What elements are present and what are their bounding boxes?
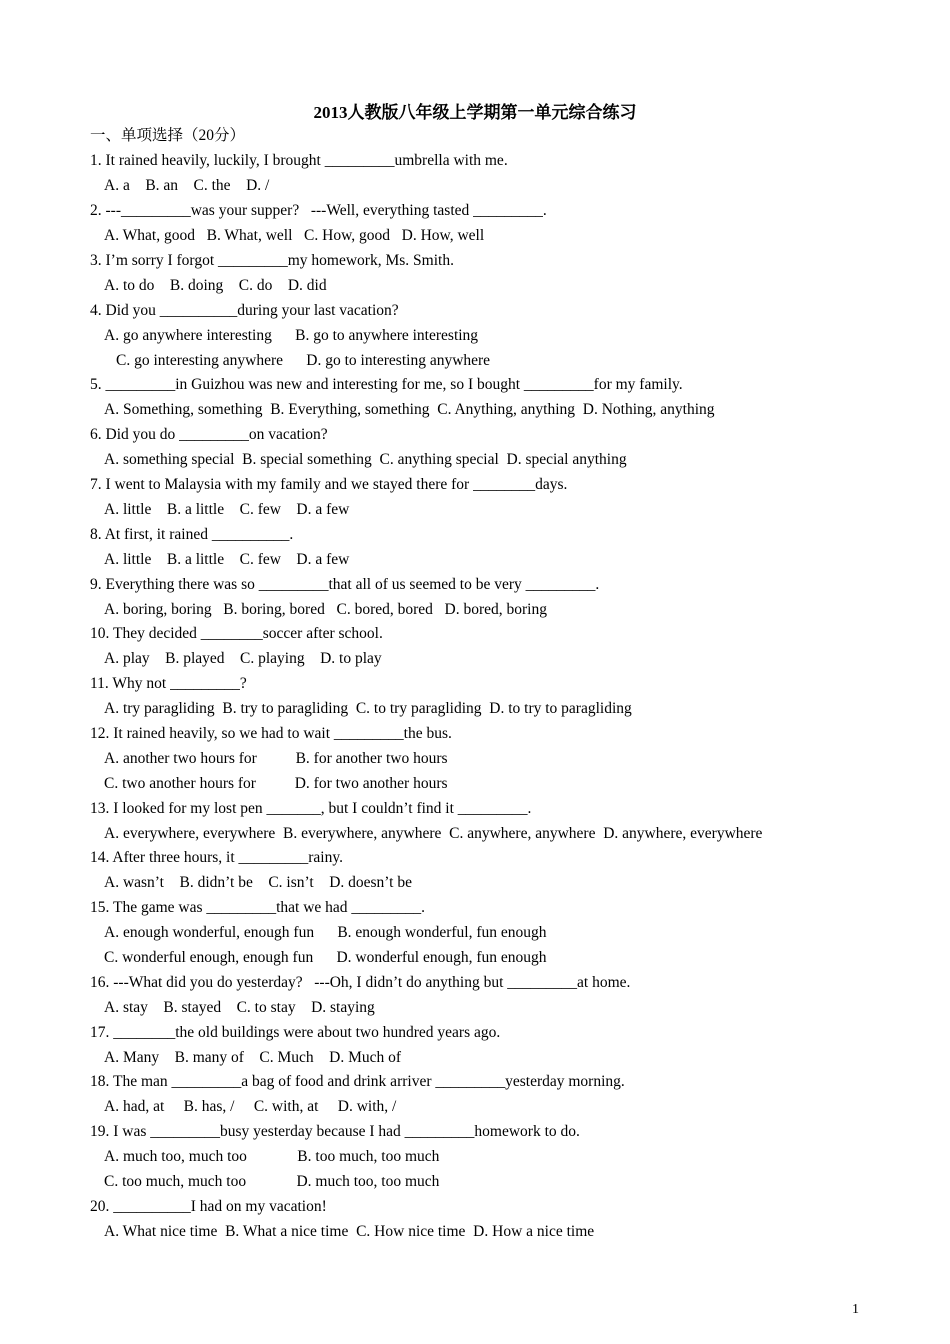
- question-text: 3. I’m sorry I forgot _________my homework, Ms. Smith.: [90, 252, 454, 269]
- question-text: 20. __________I had on my vacation!: [90, 1198, 327, 1215]
- answer-options: A. Many B. many of C. Much D. Much of: [104, 1049, 402, 1066]
- answer-options: A. What, good B. What, well C. How, good D. How, well: [104, 227, 485, 244]
- answer-options: A. try paragliding B. try to paragliding C. to try paragliding D. to try to paragliding: [104, 700, 632, 717]
- answer-options: C. go interesting anywhere D. go to interesting anywhere: [116, 352, 491, 369]
- document-title: 2013人教版八年级上学期第一单元综合练习: [313, 103, 637, 122]
- question-text: 2. ---_________was your supper? ---Well, everything tasted _________.: [90, 202, 547, 219]
- answer-options: A. had, at B. has, / C. with, at D. with, /: [104, 1098, 397, 1115]
- question-text: 10. They decided ________soccer after school.: [90, 625, 383, 642]
- answer-options: A. everywhere, everywhere B. everywhere, anywhere C. anywhere, anywhere D. anywhere, everywhere: [104, 825, 763, 842]
- question-text: 12. It rained heavily, so we had to wait _________the bus.: [90, 725, 452, 742]
- answer-options: A. wasn’t B. didn’t be C. isn’t D. doesn’t be: [104, 874, 412, 891]
- answer-options: C. too much, much too D. much too, too much: [104, 1173, 440, 1190]
- answer-options: C. wonderful enough, enough fun D. wonderful enough, fun enough: [104, 949, 547, 966]
- question-text: 8. At first, it rained __________.: [90, 526, 294, 543]
- question-text: 1. It rained heavily, luckily, I brought _________umbrella with me.: [90, 152, 508, 169]
- question-text: 16. ---What did you do yesterday? ---Oh, I didn’t do anything but _________at home.: [90, 974, 631, 991]
- answer-options: A. little B. a little C. few D. a few: [104, 501, 350, 518]
- question-text: 7. I went to Malaysia with my family and we stayed there for ________days.: [90, 476, 568, 493]
- answer-options: A. play B. played C. playing D. to play: [104, 650, 382, 667]
- question-text: 13. I looked for my lost pen _______, but I couldn’t find it _________.: [90, 800, 532, 817]
- question-text: 14. After three hours, it _________rainy.: [90, 849, 343, 866]
- answer-options: C. two another hours for D. for two another hours: [104, 775, 448, 792]
- answer-options: A. much too, much too B. too much, too much: [104, 1148, 440, 1165]
- question-text: 9. Everything there was so _________that all of us seemed to be very _________.: [90, 576, 600, 593]
- answer-options: A. boring, boring B. boring, bored C. bored, bored D. bored, boring: [104, 601, 547, 618]
- answer-options: A. go anywhere interesting B. go to anywhere interesting: [104, 327, 479, 344]
- question-text: 18. The man _________a bag of food and drink arriver _________yesterday morning.: [90, 1073, 625, 1090]
- answer-options: A. another two hours for B. for another two hours: [104, 750, 448, 767]
- page-number: 1: [852, 1302, 859, 1317]
- question-text: 15. The game was _________that we had _________.: [90, 899, 426, 916]
- answer-options: A. something special B. special something C. anything special D. special anything: [104, 451, 627, 468]
- question-text: 4. Did you __________during your last vacation?: [90, 302, 399, 319]
- answer-options: A. enough wonderful, enough fun B. enough wonderful, fun enough: [104, 924, 547, 941]
- answer-options: A. to do B. doing C. do D. did: [104, 277, 327, 294]
- question-text: 17. ________the old buildings were about two hundred years ago.: [90, 1024, 501, 1041]
- question-text: 6. Did you do _________on vacation?: [90, 426, 328, 443]
- answer-options: A. a B. an C. the D. /: [104, 177, 270, 194]
- answer-options: A. little B. a little C. few D. a few: [104, 551, 350, 568]
- answer-options: A. Something, something B. Everything, something C. Anything, anything D. Nothing, anything: [104, 401, 715, 418]
- section-heading: 一、单项选择（20分）: [90, 127, 246, 144]
- answer-options: A. What nice time B. What a nice time C. How nice time D. How a nice time: [104, 1223, 595, 1240]
- question-text: 5. _________in Guizhou was new and interesting for me, so I bought _________for my family.: [90, 376, 683, 393]
- answer-options: A. stay B. stayed C. to stay D. staying: [104, 999, 375, 1016]
- question-text: 11. Why not _________?: [90, 675, 247, 692]
- question-text: 19. I was _________busy yesterday because I had _________homework to do.: [90, 1123, 580, 1140]
